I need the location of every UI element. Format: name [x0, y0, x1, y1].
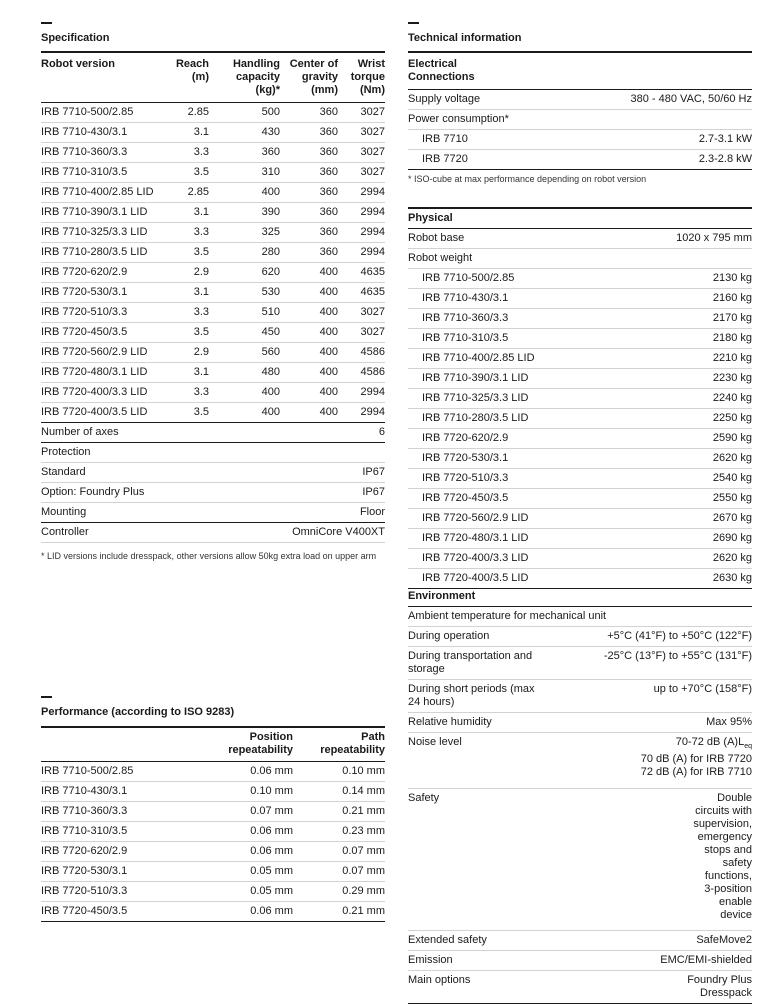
- weight-row-label: IRB 7720-400/3.3 LID: [408, 549, 623, 569]
- spec-cell: 3.5: [171, 243, 209, 263]
- spec-header-cell: Reach (m): [171, 52, 209, 103]
- performance-header-cell: Path repeatability: [293, 727, 385, 762]
- robot-weight-row: [408, 249, 752, 269]
- spec-cell: 480: [209, 363, 280, 383]
- spec-cell: 360: [280, 103, 338, 123]
- weight-row-label: IRB 7710-500/2.85: [408, 269, 623, 289]
- robot-version-cell: IRB 7710-500/2.85: [41, 103, 171, 123]
- robot-version-cell: IRB 7720-560/2.9 LID: [41, 343, 171, 363]
- safety-row-value: Double circuits with supervision, emergency stops and safety functions, 3-position enable device: [543, 789, 752, 931]
- spec-extra-label: Controller: [41, 523, 280, 543]
- robot-version-cell: IRB 7720-450/3.5: [41, 323, 171, 343]
- spec-extra-label: Option: Foundry Plus: [41, 483, 280, 503]
- spec-extra-label: Standard: [41, 463, 280, 483]
- robot-version-cell: IRB 7720-620/2.9: [41, 263, 171, 283]
- weight-row: [408, 269, 752, 289]
- table-row: [41, 802, 385, 822]
- environment-table: [408, 587, 752, 1004]
- weight-row: [408, 409, 752, 429]
- operation-row: [408, 627, 752, 647]
- performance-cell: 0.05 mm: [181, 882, 293, 902]
- humidity-row-value: Max 95%: [543, 713, 752, 733]
- table-row: [41, 782, 385, 802]
- weight-row: [408, 369, 752, 389]
- weight-row-label: IRB 7720-400/3.5 LID: [408, 569, 623, 589]
- table-row: [41, 383, 385, 403]
- robot-version-cell: IRB 7710-360/3.3: [41, 143, 171, 163]
- robot-version-cell: IRB 7720-400/3.3 LID: [41, 383, 171, 403]
- noise-line-text: 70-72 dB (A)L: [675, 736, 745, 748]
- short-period-row: [408, 680, 752, 713]
- spec-cell: 280: [209, 243, 280, 263]
- weight-row-value: 2550 kg: [623, 489, 752, 509]
- spec-cell: 390: [209, 203, 280, 223]
- table-row: [41, 762, 385, 782]
- spec-cell: 360: [280, 223, 338, 243]
- weight-row-value: 2210 kg: [623, 349, 752, 369]
- table-row: [41, 443, 385, 463]
- weight-row: [408, 469, 752, 489]
- noise-line: 70 dB (A) for IRB 7720: [640, 753, 752, 766]
- weight-row: [408, 529, 752, 549]
- spec-cell: 400: [280, 303, 338, 323]
- power-consumption-row: [408, 110, 752, 130]
- table-row: [41, 882, 385, 902]
- power-row: [408, 130, 752, 150]
- safety-row: [408, 789, 752, 931]
- table-row: [41, 523, 385, 543]
- robot-version-cell: IRB 7710-400/2.85 LID: [41, 183, 171, 203]
- robot-version-cell: IRB 7720-530/3.1: [41, 283, 171, 303]
- performance-header-row: [41, 727, 385, 762]
- performance-cell: 0.29 mm: [293, 882, 385, 902]
- spec-cell: 400: [280, 263, 338, 283]
- spec-cell: 360: [280, 203, 338, 223]
- robot-version-cell: IRB 7720-400/3.5 LID: [41, 403, 171, 423]
- weight-row-label: IRB 7710-310/3.5: [408, 329, 623, 349]
- option-line: Dresspack: [700, 987, 752, 1000]
- spec-cell: 400: [280, 283, 338, 303]
- table-row: [41, 183, 385, 203]
- performance-header-cell: Position repeatability: [181, 727, 293, 762]
- weight-row: [408, 329, 752, 349]
- spec-extra-value: 6: [280, 423, 385, 443]
- main-options-label: Main options: [408, 971, 543, 1004]
- table-row: [41, 263, 385, 283]
- table-row: [41, 203, 385, 223]
- physical-heading: Physical: [408, 208, 752, 229]
- spec-cell: 2.85: [171, 183, 209, 203]
- spec-header-cell: Robot version: [41, 52, 171, 103]
- robot-version-cell: IRB 7710-430/3.1: [41, 123, 171, 143]
- weight-row: [408, 449, 752, 469]
- table-row: [41, 283, 385, 303]
- performance-cell: 0.06 mm: [181, 842, 293, 862]
- performance-table-wrap: [41, 726, 385, 922]
- robot-base-row: [408, 229, 752, 249]
- electrical-table-wrap: [408, 51, 752, 186]
- electrical-heading-row: [408, 52, 752, 90]
- spec-cell: 560: [209, 343, 280, 363]
- weight-row: [408, 349, 752, 369]
- spec-extra-label: Protection: [41, 443, 280, 463]
- spec-cell: 2994: [338, 223, 385, 243]
- spec-table-wrap: [41, 51, 385, 543]
- power-row-value: 2.3-2.8 kW: [536, 150, 752, 170]
- emission-row-label: Emission: [408, 951, 543, 971]
- spec-cell: 4586: [338, 343, 385, 363]
- spec-cell: 2.85: [171, 103, 209, 123]
- performance-cell: 0.21 mm: [293, 902, 385, 922]
- weight-row-label: IRB 7720-560/2.9 LID: [408, 509, 623, 529]
- robot-version-cell: IRB 7720-510/3.3: [41, 303, 171, 323]
- spec-cell: 360: [280, 163, 338, 183]
- spec-cell: 400: [209, 403, 280, 423]
- weight-row-label: IRB 7720-530/3.1: [408, 449, 623, 469]
- performance-cell: 0.10 mm: [181, 782, 293, 802]
- table-row: [41, 163, 385, 183]
- power-row-label: IRB 7720: [408, 150, 536, 170]
- spec-cell: 2994: [338, 243, 385, 263]
- spec-cell: 400: [280, 363, 338, 383]
- weight-row-value: 2180 kg: [623, 329, 752, 349]
- spec-cell: 2.9: [171, 343, 209, 363]
- weight-row-label: IRB 7710-430/3.1: [408, 289, 623, 309]
- table-row: [41, 862, 385, 882]
- weight-row: [408, 509, 752, 529]
- power-consumption-label: Power consumption*: [408, 110, 752, 130]
- section-dash: [41, 22, 52, 24]
- spec-cell: 360: [280, 183, 338, 203]
- weight-row-value: 2590 kg: [623, 429, 752, 449]
- robot-weight-label: Robot weight: [408, 249, 752, 269]
- weight-row-label: IRB 7720-510/3.3: [408, 469, 623, 489]
- spec-cell: 3027: [338, 163, 385, 183]
- spec-cell: 4635: [338, 283, 385, 303]
- transport-row-value: -25°C (13°F) to +55°C (131°F): [543, 647, 752, 680]
- spec-cell: 500: [209, 103, 280, 123]
- spec-cell: 3.5: [171, 163, 209, 183]
- table-row: [41, 343, 385, 363]
- robot-version-cell: IRB 7710-500/2.85: [41, 762, 181, 782]
- environment-heading: Environment: [408, 587, 752, 607]
- physical-table-wrap: [408, 207, 752, 589]
- weight-row-label: IRB 7720-450/3.5: [408, 489, 623, 509]
- performance-cell: 0.14 mm: [293, 782, 385, 802]
- table-row: [41, 822, 385, 842]
- safety-row-label: Safety: [408, 789, 543, 931]
- table-row: [41, 463, 385, 483]
- spec-cell: 400: [280, 403, 338, 423]
- performance-title: Performance (according to ISO 9283): [41, 706, 235, 718]
- spec-cell: 360: [280, 143, 338, 163]
- spec-cell: 3027: [338, 303, 385, 323]
- short-period-row-value: up to +70°C (158°F): [543, 680, 752, 713]
- weight-row: [408, 389, 752, 409]
- spec-extra-label: Mounting: [41, 503, 280, 523]
- weight-row-label: IRB 7720-480/3.1 LID: [408, 529, 623, 549]
- spec-extra-label: Number of axes: [41, 423, 280, 443]
- weight-row-value: 2170 kg: [623, 309, 752, 329]
- spec-cell: 3027: [338, 103, 385, 123]
- spec-cell: 3027: [338, 143, 385, 163]
- spec-cell: 2994: [338, 383, 385, 403]
- performance-cell: 0.06 mm: [181, 822, 293, 842]
- electrical-heading: Electrical Connections: [408, 52, 752, 90]
- spec-cell: 400: [280, 343, 338, 363]
- table-row: [41, 303, 385, 323]
- main-options-value: [543, 971, 752, 1004]
- weight-row-value: 2250 kg: [623, 409, 752, 429]
- robot-version-cell: IRB 7710-430/3.1: [41, 782, 181, 802]
- robot-version-cell: IRB 7710-310/3.5: [41, 822, 181, 842]
- spec-cell: 360: [280, 243, 338, 263]
- extended-safety-row-value: SafeMove2: [543, 931, 752, 951]
- spec-cell: 3027: [338, 323, 385, 343]
- spec-cell: 400: [209, 383, 280, 403]
- transport-row: [408, 647, 752, 680]
- weight-row: [408, 549, 752, 569]
- robot-version-cell: IRB 7710-390/3.1 LID: [41, 203, 171, 223]
- performance-cell: 0.07 mm: [181, 802, 293, 822]
- spec-cell: 310: [209, 163, 280, 183]
- spec-header-cell: Handling capacity (kg)*: [209, 52, 280, 103]
- spec-cell: 3.1: [171, 363, 209, 383]
- spec-cell: 325: [209, 223, 280, 243]
- supply-voltage-row: [408, 90, 752, 110]
- robot-version-cell: IRB 7710-280/3.5 LID: [41, 243, 171, 263]
- physical-heading-row: [408, 208, 752, 229]
- noise-line: [543, 736, 752, 753]
- noise-line: 72 dB (A) for IRB 7710: [640, 766, 752, 779]
- spec-cell: 400: [280, 383, 338, 403]
- weight-row-value: 2160 kg: [623, 289, 752, 309]
- performance-cell: 0.06 mm: [181, 762, 293, 782]
- table-row: [41, 243, 385, 263]
- spec-cell: 360: [209, 143, 280, 163]
- spec-cell: 4586: [338, 363, 385, 383]
- spec-cell: 3.1: [171, 283, 209, 303]
- spec-cell: 2994: [338, 183, 385, 203]
- weight-row-value: 2690 kg: [623, 529, 752, 549]
- weight-row: [408, 309, 752, 329]
- robot-base-row-label: Robot base: [408, 229, 623, 249]
- spec-cell: 4635: [338, 263, 385, 283]
- spec-header-row: [41, 52, 385, 103]
- emission-row-value: EMC/EMI-shielded: [543, 951, 752, 971]
- table-row: [41, 363, 385, 383]
- spec-cell: 430: [209, 123, 280, 143]
- weight-row-label: IRB 7720-620/2.9: [408, 429, 623, 449]
- weight-row-value: 2630 kg: [623, 569, 752, 589]
- performance-cell: 0.07 mm: [293, 842, 385, 862]
- noise-subscript: eq: [744, 743, 752, 751]
- spec-cell: 3.1: [171, 203, 209, 223]
- extended-safety-row-label: Extended safety: [408, 931, 543, 951]
- spec-cell: 2994: [338, 403, 385, 423]
- performance-cell: 0.07 mm: [293, 862, 385, 882]
- spec-cell: 360: [280, 123, 338, 143]
- spec-table: [41, 51, 385, 543]
- emission-row: [408, 951, 752, 971]
- electrical-footnote: * ISO-cube at max performance depending on robot version: [408, 174, 647, 184]
- spec-title: Specification: [41, 32, 110, 44]
- robot-version-cell: IRB 7710-325/3.3 LID: [41, 223, 171, 243]
- weight-row-label: IRB 7710-280/3.5 LID: [408, 409, 623, 429]
- table-row: [41, 403, 385, 423]
- short-period-row-label: During short periods (max 24 hours): [408, 680, 543, 713]
- power-row-value: 2.7-3.1 kW: [536, 130, 752, 150]
- spec-header-cell: Center of gravity (mm): [280, 52, 338, 103]
- weight-row-value: 2540 kg: [623, 469, 752, 489]
- spec-cell: 3.3: [171, 223, 209, 243]
- performance-cell: 0.06 mm: [181, 902, 293, 922]
- table-row: [41, 123, 385, 143]
- spec-cell: 530: [209, 283, 280, 303]
- weight-row-value: 2240 kg: [623, 389, 752, 409]
- main-options-row: [408, 971, 752, 1004]
- spec-extra-value: IP67: [280, 463, 385, 483]
- spec-header-cell: Wrist torque (Nm): [338, 52, 385, 103]
- performance-table: [41, 726, 385, 922]
- table-row: [41, 902, 385, 922]
- ambient-label: Ambient temperature for mechanical unit: [408, 607, 752, 627]
- performance-header-cell: [41, 727, 181, 762]
- spec-cell: 620: [209, 263, 280, 283]
- environment-heading-row: [408, 587, 752, 607]
- table-row: [41, 842, 385, 862]
- performance-cell: 0.05 mm: [181, 862, 293, 882]
- weight-row: [408, 429, 752, 449]
- ambient-row: [408, 607, 752, 627]
- spec-cell: 2994: [338, 203, 385, 223]
- weight-row-label: IRB 7710-390/3.1 LID: [408, 369, 623, 389]
- noise-level-value: [543, 733, 752, 789]
- table-row: [41, 323, 385, 343]
- electrical-table: [408, 51, 752, 170]
- performance-cell: 0.21 mm: [293, 802, 385, 822]
- spec-cell: 3.5: [171, 323, 209, 343]
- spec-cell: 400: [209, 183, 280, 203]
- humidity-row-label: Relative humidity: [408, 713, 543, 733]
- weight-row: [408, 489, 752, 509]
- spec-cell: 3.3: [171, 383, 209, 403]
- robot-version-cell: IRB 7720-510/3.3: [41, 882, 181, 902]
- weight-row-value: 2620 kg: [623, 449, 752, 469]
- weight-row: [408, 289, 752, 309]
- weight-row-value: 2230 kg: [623, 369, 752, 389]
- spec-extra-value: Floor: [280, 503, 385, 523]
- spec-extra-value: [280, 443, 385, 463]
- robot-version-cell: IRB 7720-530/3.1: [41, 862, 181, 882]
- robot-version-cell: IRB 7720-450/3.5: [41, 902, 181, 922]
- tech-title: Technical information: [408, 32, 522, 44]
- weight-row: [408, 569, 752, 589]
- spec-footnote: * LID versions include dresspack, other versions allow 50kg extra load on upper arm: [41, 551, 377, 561]
- operation-row-label: During operation: [408, 627, 543, 647]
- option-line: Foundry Plus: [687, 974, 752, 987]
- spec-cell: 3.5: [171, 403, 209, 423]
- environment-table-wrap: [408, 587, 752, 1004]
- table-row: [41, 423, 385, 443]
- table-row: [41, 483, 385, 503]
- weight-row-value: 2620 kg: [623, 549, 752, 569]
- robot-version-cell: IRB 7710-360/3.3: [41, 802, 181, 822]
- robot-version-cell: IRB 7720-620/2.9: [41, 842, 181, 862]
- noise-level-row: [408, 733, 752, 789]
- physical-table: [408, 207, 752, 589]
- spec-extra-value: IP67: [280, 483, 385, 503]
- spec-cell: 3.3: [171, 303, 209, 323]
- robot-base-row-value: 1020 x 795 mm: [623, 229, 752, 249]
- performance-cell: 0.23 mm: [293, 822, 385, 842]
- table-row: [41, 103, 385, 123]
- spec-cell: 2.9: [171, 263, 209, 283]
- section-dash: [41, 696, 52, 698]
- table-row: [41, 223, 385, 243]
- operation-row-value: +5°C (41°F) to +50°C (122°F): [543, 627, 752, 647]
- spec-cell: 3.3: [171, 143, 209, 163]
- spec-cell: 510: [209, 303, 280, 323]
- noise-level-label: Noise level: [408, 733, 543, 789]
- spec-cell: 3.1: [171, 123, 209, 143]
- section-dash: [408, 22, 419, 24]
- humidity-row: [408, 713, 752, 733]
- spec-extra-value: OmniCore V400XT: [280, 523, 385, 543]
- robot-version-cell: IRB 7720-480/3.1 LID: [41, 363, 171, 383]
- spec-cell: 450: [209, 323, 280, 343]
- table-row: [41, 503, 385, 523]
- weight-row-label: IRB 7710-400/2.85 LID: [408, 349, 623, 369]
- spec-cell: 3027: [338, 123, 385, 143]
- power-row-label: IRB 7710: [408, 130, 536, 150]
- supply-voltage-row-label: Supply voltage: [408, 90, 536, 110]
- robot-version-cell: IRB 7710-310/3.5: [41, 163, 171, 183]
- spec-cell: 400: [280, 323, 338, 343]
- weight-row-value: 2670 kg: [623, 509, 752, 529]
- weight-row-label: IRB 7710-360/3.3: [408, 309, 623, 329]
- weight-row-label: IRB 7710-325/3.3 LID: [408, 389, 623, 409]
- weight-row-value: 2130 kg: [623, 269, 752, 289]
- performance-cell: 0.10 mm: [293, 762, 385, 782]
- transport-row-label: During transportation and storage: [408, 647, 543, 680]
- extended-safety-row: [408, 931, 752, 951]
- power-row: [408, 150, 752, 170]
- supply-voltage-row-value: 380 - 480 VAC, 50/60 Hz: [536, 90, 752, 110]
- table-row: [41, 143, 385, 163]
